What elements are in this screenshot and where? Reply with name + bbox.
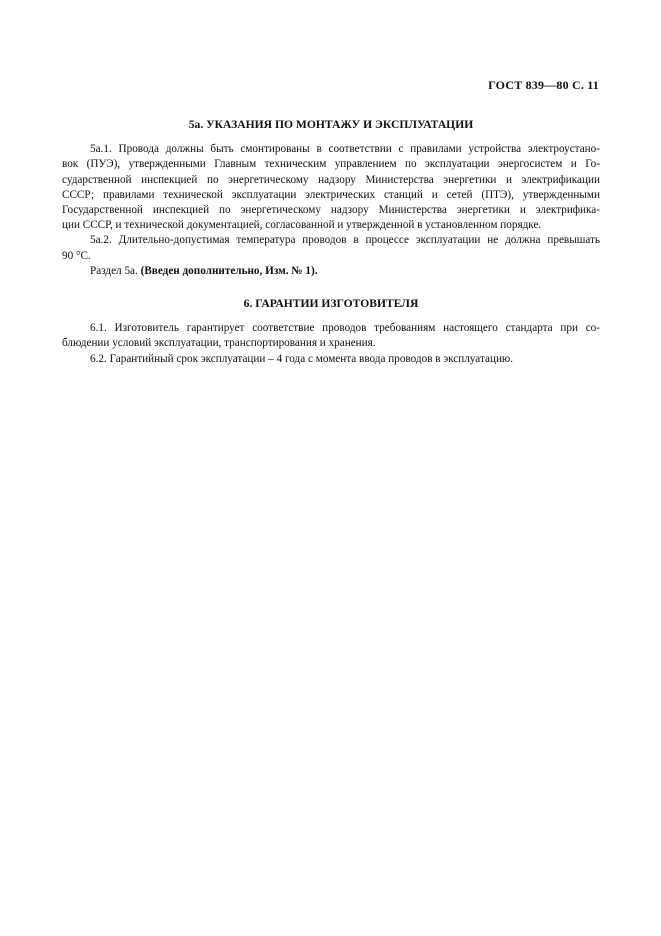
paragraph-6-1 [62,321,600,351]
text-line: 6.2. Гарантийный срок эксплуатации – 4 года с момента ввода проводов в эксплуатацию. [90,352,514,365]
paragraph-6-2 [62,352,600,367]
text-line: 5а.1. Провода должны быть смонтированы в соответствии с правилами устройства электроустано- [90,143,600,156]
text-line: вок (ПУЭ), утвержденными Главным техническим управлением по эксплуатации энергосистем и Го- [62,158,600,171]
text-line: блюдении условий эксплуатации, транспортирования и хранения. [62,337,376,350]
text-line: 5а.2. Длительно-допустимая температура проводов в процессе эксплуатации не должна превышать [90,234,600,247]
text-line: 90 °С. [62,249,91,262]
text-line: сударственной инспекцией по энергетическому надзору Министерства энергетики и электрификации [62,173,600,186]
document-body [62,117,600,367]
amendment-note [62,264,600,279]
amendment-note-prefix: Раздел 5а. [90,264,138,277]
section-5a-title: 5а. УКАЗАНИЯ ПО МОНТАЖУ И ЭКСПЛУАТАЦИИ [188,118,474,131]
text-line: ции СССР, и технической документацией, согласованной и утвержденной в установленном порядке. [62,219,542,232]
paragraph-5a-2 [62,233,600,263]
amendment-note-bold: (Введен дополнительно, Изм. № 1). [140,264,318,277]
text-line: Государственной инспекцией по энергетическому надзору Министерства энергетики и электрифика- [62,204,600,217]
paragraph-5a-1 [62,142,600,233]
text-line: СССР; правилами технической эксплуатации электрических станций и сетей (ПТЭ), утвержденными [62,188,600,201]
page-header: ГОСТ 839—80 С. 11 [488,78,599,92]
text-line: 6.1. Изготовитель гарантирует соответствие проводов требованиям настоящего стандарта при со- [90,322,600,335]
section-6-title: 6. ГАРАНТИИ ИЗГОТОВИТЕЛЯ [243,297,419,311]
